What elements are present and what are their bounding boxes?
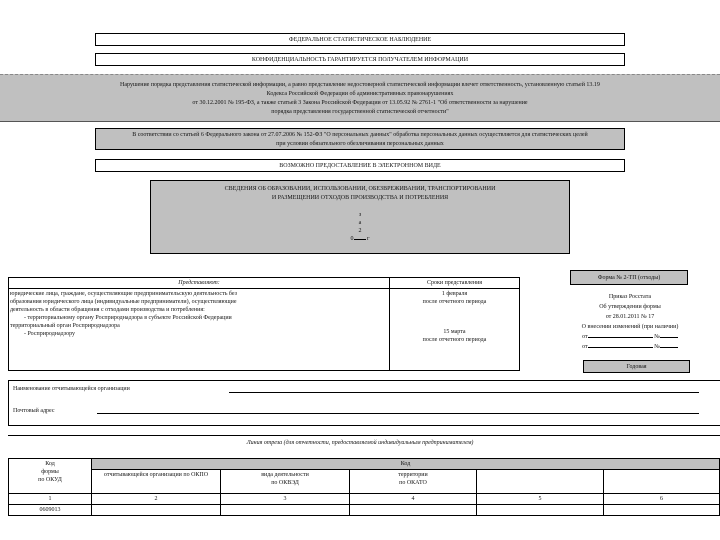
electronic-submission-text: ВОЗМОЖНО ПРЕДОСТАВЛЕНИЕ В ЭЛЕКТРОННОМ ВИДЕ <box>279 162 441 169</box>
period-text: Годовая <box>626 363 647 370</box>
cut-line <box>8 435 720 436</box>
order-line: Об утверждении формы <box>599 304 661 310</box>
postal-address-field[interactable] <box>97 413 699 414</box>
amendment-number-field[interactable] <box>660 347 678 348</box>
okud-header <box>9 459 92 494</box>
codes-table <box>8 458 720 516</box>
period-box <box>583 360 690 373</box>
federal-observation-text: ФЕДЕРАЛЬНОЕ СТАТИСТИЧЕСКОЕ НАБЛЮДЕНИЕ <box>288 36 432 43</box>
form-number: Форма № 2-ТП (отходы) <box>597 274 661 281</box>
deadline-header: Сроки представления <box>390 278 520 289</box>
okved-code-field[interactable] <box>221 505 350 516</box>
violation-notice <box>0 74 720 122</box>
form-title-line: СВЕДЕНИЯ ОБ ОБРАЗОВАНИИ, ИСПОЛЬЗОВАНИИ, ОБЕЗВРЕЖИВАНИИ, ТРАНСПОРТИРОВАНИИ <box>224 186 496 192</box>
violation-line: порядка представления государственной статистической отчетности" <box>271 109 449 115</box>
blank-header <box>604 470 720 494</box>
code-field-6[interactable] <box>604 505 720 516</box>
okved-header: по ОКВЭД <box>271 480 299 486</box>
okved-header: вида деятельности <box>261 472 309 478</box>
submitters-header: Представляют: <box>9 278 390 289</box>
column-number: 5 <box>477 494 604 505</box>
form-title-box <box>150 180 570 254</box>
order-line: Приказ Росстата <box>608 294 652 300</box>
personal-data-line: при условии обязательного обезличивания персональных данных <box>276 141 444 147</box>
okud-header-line: формы <box>41 469 59 475</box>
year-char: 0 <box>350 236 354 242</box>
deadline-1-note: после отчетного периода <box>422 299 487 305</box>
code-field-5[interactable] <box>477 505 604 516</box>
postal-address-label: Почтовый адрес <box>13 408 55 414</box>
deadline-2-note: после отчетного периода <box>422 337 487 343</box>
year-suffix: г <box>367 236 370 242</box>
order-info <box>560 292 700 352</box>
okpo-code-field[interactable] <box>92 505 221 516</box>
electronic-submission-box <box>95 159 625 172</box>
order-line: О внесении изменений (при наличии) <box>581 324 679 330</box>
column-number: 4 <box>350 494 477 505</box>
column-number: 6 <box>604 494 720 505</box>
submitters-line: - территориальному органу Росприроднадзора в субъекте Российской Федерации <box>24 315 232 321</box>
okpo-header: отчитывающейся организации по ОКПО <box>103 472 209 478</box>
blank-header <box>477 470 604 494</box>
okato-code-field[interactable] <box>350 505 477 516</box>
confidentiality-text: КОНФИДЕНЦИАЛЬНОСТЬ ГАРАНТИРУЕТСЯ ПОЛУЧАТЕЛЕМ ИНФОРМАЦИИ <box>251 56 469 63</box>
okud-header-line: Код <box>45 461 55 467</box>
code-header: Код <box>92 459 720 470</box>
order-line: от 28.01.2011 № 17 <box>605 314 655 320</box>
violation-line: Нарушение порядка представления статистической информации, а равно представление недостоверной статистической информации влечет ответственность, установленную статьей 13.19 <box>120 82 600 88</box>
number-label: № <box>654 344 660 350</box>
column-number: 2 <box>92 494 221 505</box>
amendment-number-field[interactable] <box>660 337 678 338</box>
violation-line: Кодекса Российской Федерации об административных правонарушениях <box>266 91 454 97</box>
year-char: з <box>358 212 362 218</box>
from-label: от <box>582 344 588 350</box>
amendment-date-field[interactable] <box>588 347 653 348</box>
org-name-field[interactable] <box>229 392 699 393</box>
okato-header: по ОКАТО <box>399 480 427 486</box>
personal-data-notice <box>95 128 625 150</box>
year-char: а <box>358 220 362 226</box>
year-char: 2 <box>358 228 362 234</box>
form-title-line: И РАЗМЕЩЕНИИ ОТХОДОВ ПРОИЗВОДСТВА И ПОТРЕБЛЕНИЯ <box>271 195 449 201</box>
deadline-2-date: 15 марта <box>443 329 466 335</box>
from-label: от <box>582 334 588 340</box>
cut-line-caption: Линия отреза (для отчетности, предоставляемой индивидуальным предпринимателем) <box>246 440 474 446</box>
submitters-line: территориальный орган Росприроднадзора <box>10 323 120 329</box>
violation-line: от 30.12.2001 № 195-ФЗ, а также статьей 3 Закона Российской Федерации от 13.05.92 № 2761-1 "Об ответственности за нарушение <box>192 100 528 106</box>
column-number: 3 <box>221 494 350 505</box>
submitters-line: деятельность в области обращения с отходами производства и потребления: <box>10 307 205 313</box>
submitters-cell <box>9 289 390 371</box>
org-name-label: Наименование отчитывающейся организации <box>13 386 130 392</box>
okud-code-value: 0609013 <box>9 505 92 516</box>
number-label: № <box>654 334 660 340</box>
federal-observation-box <box>95 33 625 46</box>
deadline-cell <box>390 289 520 371</box>
confidentiality-box <box>95 53 625 66</box>
deadline-1-date: 1 февраля <box>441 291 468 297</box>
column-number: 1 <box>9 494 92 505</box>
okato-header: территории <box>398 472 428 478</box>
submitters-line: - Росприроднадзору <box>24 331 76 337</box>
submission-table <box>8 277 520 371</box>
form-number-box <box>570 270 688 285</box>
submitters-line: юридические лица, граждане, осуществляющие предпринимательскую деятельность без <box>10 291 238 297</box>
okud-header-line: по ОКУД <box>38 477 62 483</box>
address-box <box>8 380 720 426</box>
personal-data-line: В соответствии со статьей 6 Федерального закона от 27.07.2006 № 152-ФЗ "О персональных данных" обработка персональных данных осуществляется для статистических целей <box>132 132 588 138</box>
amendment-date-field[interactable] <box>588 337 653 338</box>
submitters-line: образования юридического лица (индивидуальные предприниматели), осуществляющие <box>10 299 237 305</box>
